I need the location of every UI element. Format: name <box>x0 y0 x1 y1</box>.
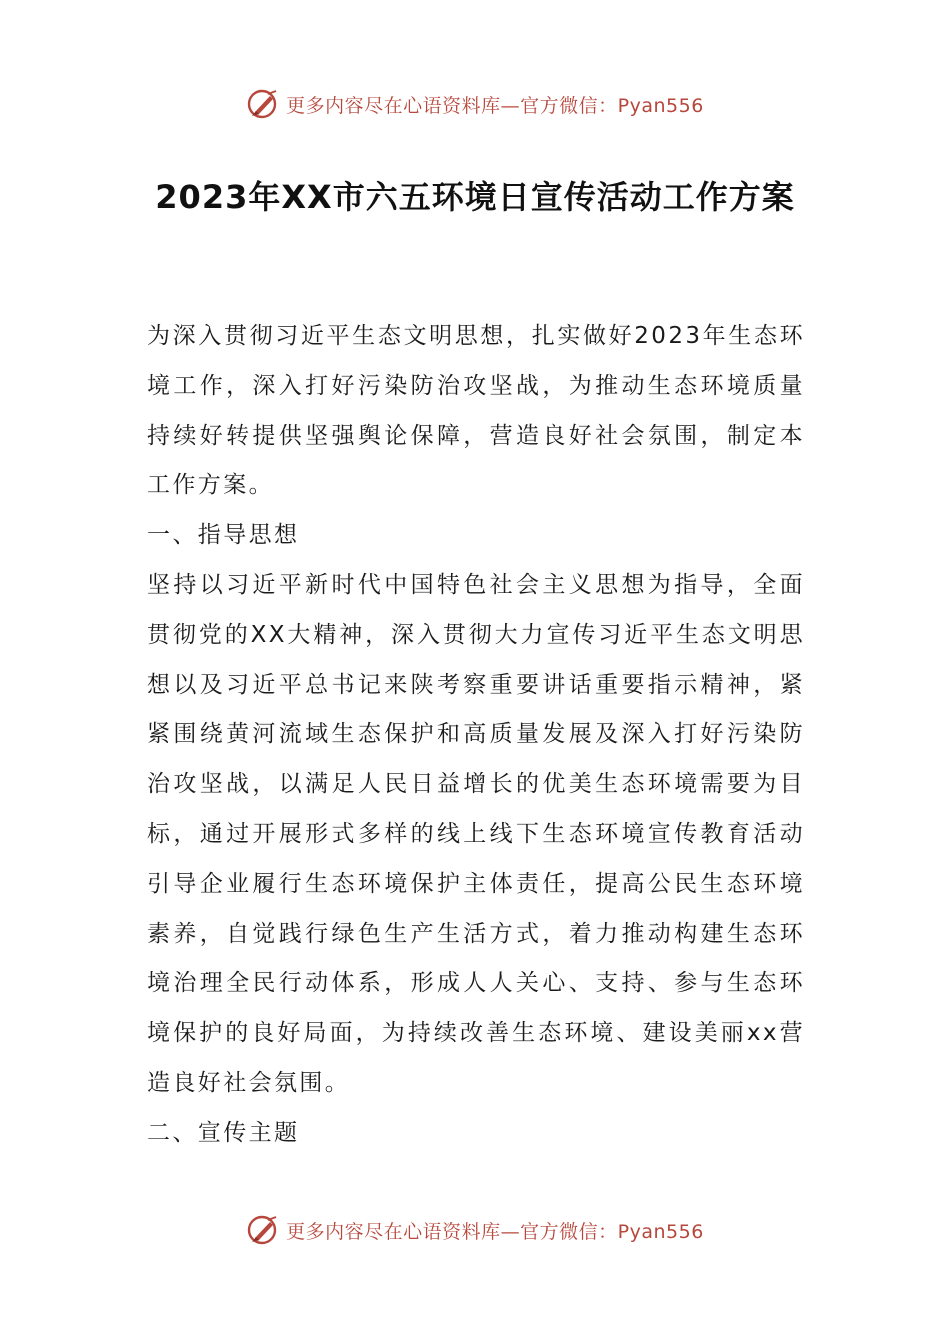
pen-logo-icon <box>246 87 280 121</box>
document-title: 2023年XX市六五环境日宣传活动工作方案 <box>155 178 795 216</box>
pen-logo-icon <box>246 1213 280 1247</box>
header-watermark <box>0 84 950 124</box>
watermark-text <box>286 91 704 118</box>
watermark-text <box>286 1217 704 1244</box>
watermark-slogan: 更多内容尽在心语资料库—官方微信： <box>286 94 618 117</box>
section-heading-guiding-ideology: 一、指导思想 <box>147 522 300 549</box>
watermark-wechat-id: Pyan556 <box>617 1220 704 1243</box>
watermark-wechat-id: Pyan556 <box>617 94 704 117</box>
section-heading-publicity-theme: 二、宣传主题 <box>147 1119 300 1146</box>
guiding-ideology-paragraph: 坚持以习近平新时代中国特色社会主义思想为指导，全面贯彻党的XX大精神，深入贯彻大力宣传习近平生态文明思想以及习近平总书记来陕考察重要讲话重要指示精神，紧紧围绕黄河流域生态保护和高质量发展及深入打好污染防治攻坚战，以满足人民日益增长的优美生态环境需要为目标，通过开展形式多样的线上线下生态环境宣传教育活动引导企业履行生态环境保护主体责任，提高公民生态环境素养，自觉践行绿色生产生活方式，着力推动构建生态环境治理全民行动体系，形成人人关心、支持、参与生态环境保护的良好局面，为持续改善生态环境、建设美丽xx营造良好社会氛围。 <box>147 571 805 1096</box>
document-body <box>147 312 805 1159</box>
footer-watermark <box>0 1210 950 1250</box>
intro-paragraph: 为深入贯彻习近平生态文明思想，扎实做好2023年生态环境工作，深入打好污染防治攻坚战，为推动生态环境质量持续好转提供坚强舆论保障，营造良好社会氛围，制定本工作方案。 <box>147 323 805 499</box>
watermark-slogan: 更多内容尽在心语资料库—官方微信： <box>286 1220 618 1243</box>
